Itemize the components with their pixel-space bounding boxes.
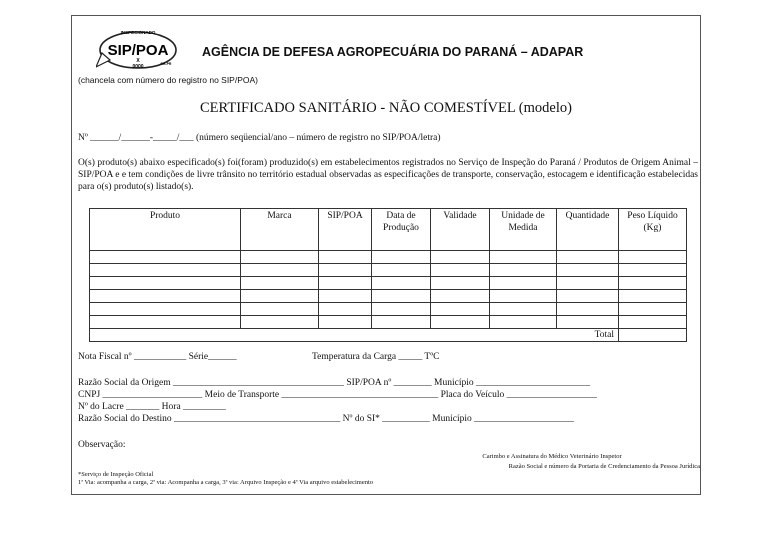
sip-poa-logo [96,27,184,71]
razao-origem-field: Razão Social da Origem ____________________________________ SIP/POA nº ________ Município ________________________ [78,378,590,388]
footnote-2: 1ª Via: acompanha a carga, 2ª via: Acompanha a carga, 3ª via: Arquivo Inspeção e 4ª Via arquivo estabelecimento [78,479,374,486]
table-row [90,251,687,264]
signature-block [402,452,702,472]
declaration-paragraph: O(s) produto(s) abaixo especificado(s) foi(foram) produzido(s) em estabelecimentos registrados no Serviço de Inspeção do Paraná / Produtos de Origem Animal – SIP/POA e e tem condições de livre trânsito no território estadual observadas as especificações de transporte, conservação, estocagem e identificação estabelecidas para o(s) produto(s) listado(s). [78,158,698,192]
total-label: Total [90,329,619,342]
logo-x-text: X [136,58,140,64]
razao-destino-field: Razão Social do Destino ___________________________________ Nº do SI* __________ Município _____________________ [78,414,574,424]
signature-line-1: Carimbo e Assinatura do Médico Veterinário Inspetor [482,453,622,460]
col-validade: Validade [431,209,490,251]
table-total-row [90,329,687,342]
chancela-note: (chancela com número do registro no SIP/POA) [78,75,258,85]
products-table [89,208,687,342]
logo-right-text: SR-PR [160,62,172,66]
table-row [90,290,687,303]
logo-main-text: SIP/POA [107,42,169,59]
logo-number-text: 0000 [132,64,144,70]
observacao-label: Observação: [78,440,126,450]
certificate-title: CERTIFICADO SANITÁRIO - NÃO COMESTÍVEL (modelo) [200,100,572,116]
certificate-page [71,15,701,495]
lacre-field: Nº do Lacre _______ Hora _________ [78,402,226,412]
cnpj-field: CNPJ _____________________ Meio de Transporte _________________________________ Placa do Veículo ___________________ [78,390,597,400]
table-header-row [90,209,687,251]
col-sip-poa: SIP/POA [319,209,372,251]
temperatura-field: Temperatura da Carga _____ TºC [312,352,440,362]
table-row [90,303,687,316]
col-marca: Marca [241,209,319,251]
table-row [90,316,687,329]
nota-fiscal-field: Nota Fiscal nº ___________ Série______ [78,352,237,362]
col-produto: Produto [90,209,241,251]
col-quantidade: Quantidade [557,209,619,251]
col-peso-liquido: Peso Líquido (Kg) [619,209,687,251]
table-row [90,277,687,290]
footnote-1: *Serviço de Inspeção Oficial [78,471,154,478]
logo-top-text: INSPECIONADO [120,30,156,35]
agency-name: AGÊNCIA DE DEFESA AGROPECUÁRIA DO PARANÁ – ADAPAR [202,45,584,59]
total-value-cell [619,329,687,342]
signature-line-2: Razão Social e número da Portaria de Credenciamento da Pessoa Jurídica [508,463,700,470]
table-row [90,264,687,277]
certificate-number-line: Nº ______/______-_____/___ (número seqüencial/ano – número de registro no SIP/POA/letra) [78,133,441,143]
col-data-producao: Data de Produção [372,209,431,251]
col-unidade-medida: Unidade de Medida [490,209,557,251]
